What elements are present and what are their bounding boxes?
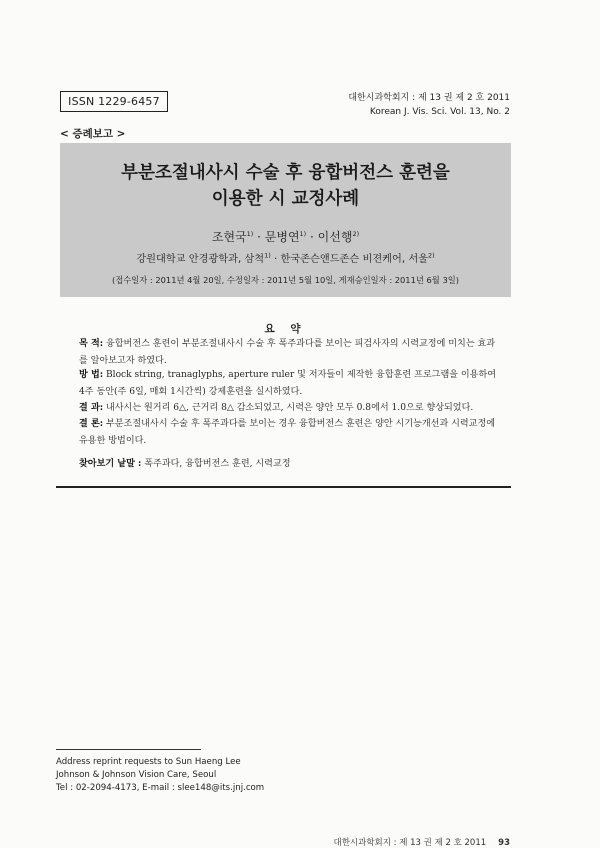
page-footer — [333, 836, 510, 848]
abstract-conclusion — [79, 415, 497, 450]
affiliation-1: 강원대학교 안경광학과, 삼척 — [136, 254, 265, 265]
author-affiliation-mark: 1) — [299, 230, 307, 238]
author-separator: · — [253, 230, 265, 244]
method-text: Block string, tranaglyphs, aperture ruler 및 저자들이 제작한 융합훈련 프로그램을 이용하여 4주 동안(주 6일, 매회 1시간씩) 강제훈련을 실시하였다. — [79, 370, 497, 397]
author-affiliation-mark: 2) — [352, 230, 360, 238]
paper-title-line-2: 이용한 시 교정사례 — [211, 189, 360, 209]
author-name: 조현국 — [211, 230, 247, 244]
journal-citation — [348, 91, 510, 119]
footnote-line: Address reprint requests to Sun Haeng Lee — [56, 757, 241, 767]
journal-citation-english: Korean J. Vis. Sci. Vol. 13, No. 2 — [369, 107, 510, 117]
author-list — [60, 228, 511, 245]
affiliation-mark-2: 2) — [428, 251, 435, 260]
footnote-rule — [56, 749, 201, 750]
abstract-method — [79, 366, 497, 401]
affiliation-2: 한국존슨앤드존슨 비젼케어, 서울 — [280, 254, 429, 265]
author-separator: · — [306, 230, 318, 244]
footnote-line: Johnson & Johnson Vision Care, Seoul — [56, 770, 217, 780]
author-name: 문병연 — [264, 230, 300, 244]
affiliations — [60, 250, 511, 265]
purpose-text: 융합버전스 훈련이 부분조절내사시 수술 후 폭주과다를 보이는 피검사자의 시력교정에 미치는 효과를 알아보고자 하였다. — [79, 339, 496, 366]
section-divider — [56, 486, 511, 488]
author-name: 이선행 — [317, 230, 353, 244]
abstract-heading: 요 약 — [264, 323, 307, 335]
journal-citation-korean: 대한시과학회지 : 제 13 권 제 2 호 2011 — [348, 93, 510, 103]
method-label: 방 법: — [79, 369, 104, 380]
result-text: 내사시는 원거리 6△, 근거리 8△ 감소되었고, 시력은 양안 모두 0.8에서 1.0으로 향상되었다. — [103, 403, 474, 413]
keywords — [79, 456, 291, 469]
affiliation-separator: · — [270, 254, 281, 265]
keywords-label: 찾아보기 낱말 : — [79, 458, 142, 469]
page-number: 93 — [498, 838, 510, 848]
conclusion-text: 부분조절내사시 수술 후 폭주과다를 보이는 경우 융합버전스 훈련은 양안 시기능개선과 시력교정에 유용한 방법이다. — [79, 419, 496, 446]
paper-title-line-1: 부분조절내사시 수술 후 융합버전스 훈련을 — [121, 163, 450, 183]
correspondence-footnote — [56, 756, 264, 795]
abstract-purpose — [79, 335, 497, 370]
footnote-line: Tel : 02-2094-4173, E-mail : slee148@its.jnj.com — [56, 783, 265, 793]
keywords-text: 폭주과다, 융합버전스 훈련, 시력교정 — [141, 459, 291, 469]
purpose-label: 목 적: — [79, 338, 104, 349]
author-affiliation-mark: 1) — [246, 230, 254, 238]
conclusion-label: 결 론: — [79, 418, 104, 429]
footer-journal: 대한시과학회지 : 제 13 권 제 2 호 2011 — [333, 838, 487, 848]
affiliation-mark-1: 1) — [264, 251, 271, 260]
section-tag: < 증례보고 > — [60, 128, 126, 140]
submission-dates: (접수일자 : 2011년 4월 20일, 수정일자 : 2011년 5월 10일, 게재승인일자 : 2011년 6월 3일) — [112, 275, 459, 285]
result-label: 결 과: — [79, 402, 104, 413]
title-block — [60, 143, 511, 297]
issn-box: ISSN 1229-6457 — [60, 91, 168, 112]
